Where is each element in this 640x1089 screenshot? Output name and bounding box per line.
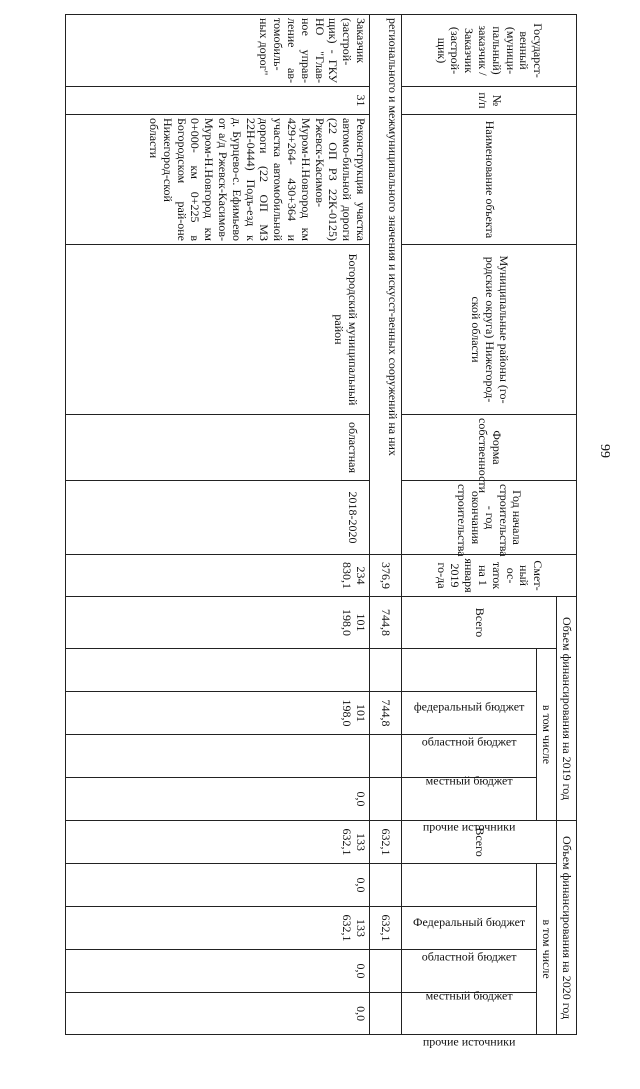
header-2019-federal: федеральный бюджет <box>402 649 537 692</box>
row-number: 31 <box>66 87 370 115</box>
header-2019-other: прочие источники <box>402 778 537 821</box>
row-2019-other: 0,0 <box>66 778 370 821</box>
row-years: 2018-2020 <box>66 481 370 555</box>
header-2020-local: местный бюджет <box>402 950 537 993</box>
header-2019-regional: областной бюджет <box>402 692 537 735</box>
section-2019-regional: 744,8 <box>370 692 402 735</box>
section-2019-other <box>370 778 402 821</box>
page-number: 99 <box>597 444 612 458</box>
row-2020-federal: 0,0 <box>66 864 370 907</box>
row-2019-total: 101 198,0 <box>66 597 370 649</box>
header-2020-incl: в том числе <box>537 864 557 1035</box>
header-2019-local: местный бюджет <box>402 735 537 778</box>
header-district: Муниципальные районы (го-родские округа) Нижегород-ской области <box>402 245 577 415</box>
row-object: Реконструкция участка автомо-бильной дороги (22 ОП РЗ 22К-0125) Ржевск-Касимов-Муром-Н.Новгород км 429+264- 430+364 и участка автомобильной дороги (22 ОП МЗ 22Н-0444) Подъ-езд к д. Бурцево-с. Ефимьево от а/д Ржевск-Касимов-Муром-Н.Новгород км 0+000- км 0+225 в Богородском рай-оне Нижегород-ской области <box>66 115 370 245</box>
header-object: Наименование объекта <box>402 115 577 245</box>
header-ownership: Форма собственности <box>402 415 577 481</box>
financing-table <box>65 14 577 1049</box>
header-2020-group: Объем финансирования на 2020 год <box>557 821 577 1035</box>
row-2020-total: 133 632,1 <box>66 821 370 864</box>
section-2020-other <box>370 993 402 1035</box>
header-number: № п/п <box>402 87 577 115</box>
section-title: регионального и межмуниципального значения и искусст-венных сооружений на них <box>370 15 402 555</box>
header-2019-incl: в том числе <box>537 649 557 821</box>
row-customer: Заказчик (застрой-щик) - ГКУ НО "Глав-ное управ-ление ав-томобиль-ных дорог" <box>66 15 370 87</box>
section-balance: 376,9 <box>370 555 402 597</box>
header-2020-other: прочие источники <box>402 993 537 1035</box>
row-2019-federal <box>66 649 370 692</box>
section-2019-federal <box>370 649 402 692</box>
header-years: Год начала строительства - год окончания строительства <box>402 481 577 555</box>
section-2020-regional: 632,1 <box>370 907 402 950</box>
row-ownership: областная <box>66 415 370 481</box>
row-2020-regional: 133 632,1 <box>66 907 370 950</box>
row-2020-local: 0,0 <box>66 950 370 993</box>
header-2020-total: Всего <box>402 821 557 864</box>
section-2019-local <box>370 735 402 778</box>
header-2020-regional: областной бюджет <box>402 907 537 950</box>
row-2019-regional: 101 198,0 <box>66 692 370 735</box>
header-balance: Смет-ный ос-таток на 1 января 2019 го-да <box>402 555 577 597</box>
section-2020-local <box>370 950 402 993</box>
header-customer: Государст-венный (муници-пальный) заказчик / Заказчик (застрой-щик) <box>402 15 577 87</box>
row-2020-other: 0,0 <box>66 993 370 1035</box>
header-2020-federal: Федеральный бюджет <box>402 864 537 907</box>
section-2020-federal <box>370 864 402 907</box>
section-2020-total: 632,1 <box>370 821 402 864</box>
section-2019-total: 744,8 <box>370 597 402 649</box>
row-2019-local <box>66 735 370 778</box>
header-2019-total: Всего <box>402 597 557 649</box>
header-2019-group: Объем финансирования на 2019 год <box>557 597 577 821</box>
row-balance: 234 830,1 <box>66 555 370 597</box>
table-row <box>66 15 370 1035</box>
row-district: Богородский муниципальный район <box>66 245 370 415</box>
